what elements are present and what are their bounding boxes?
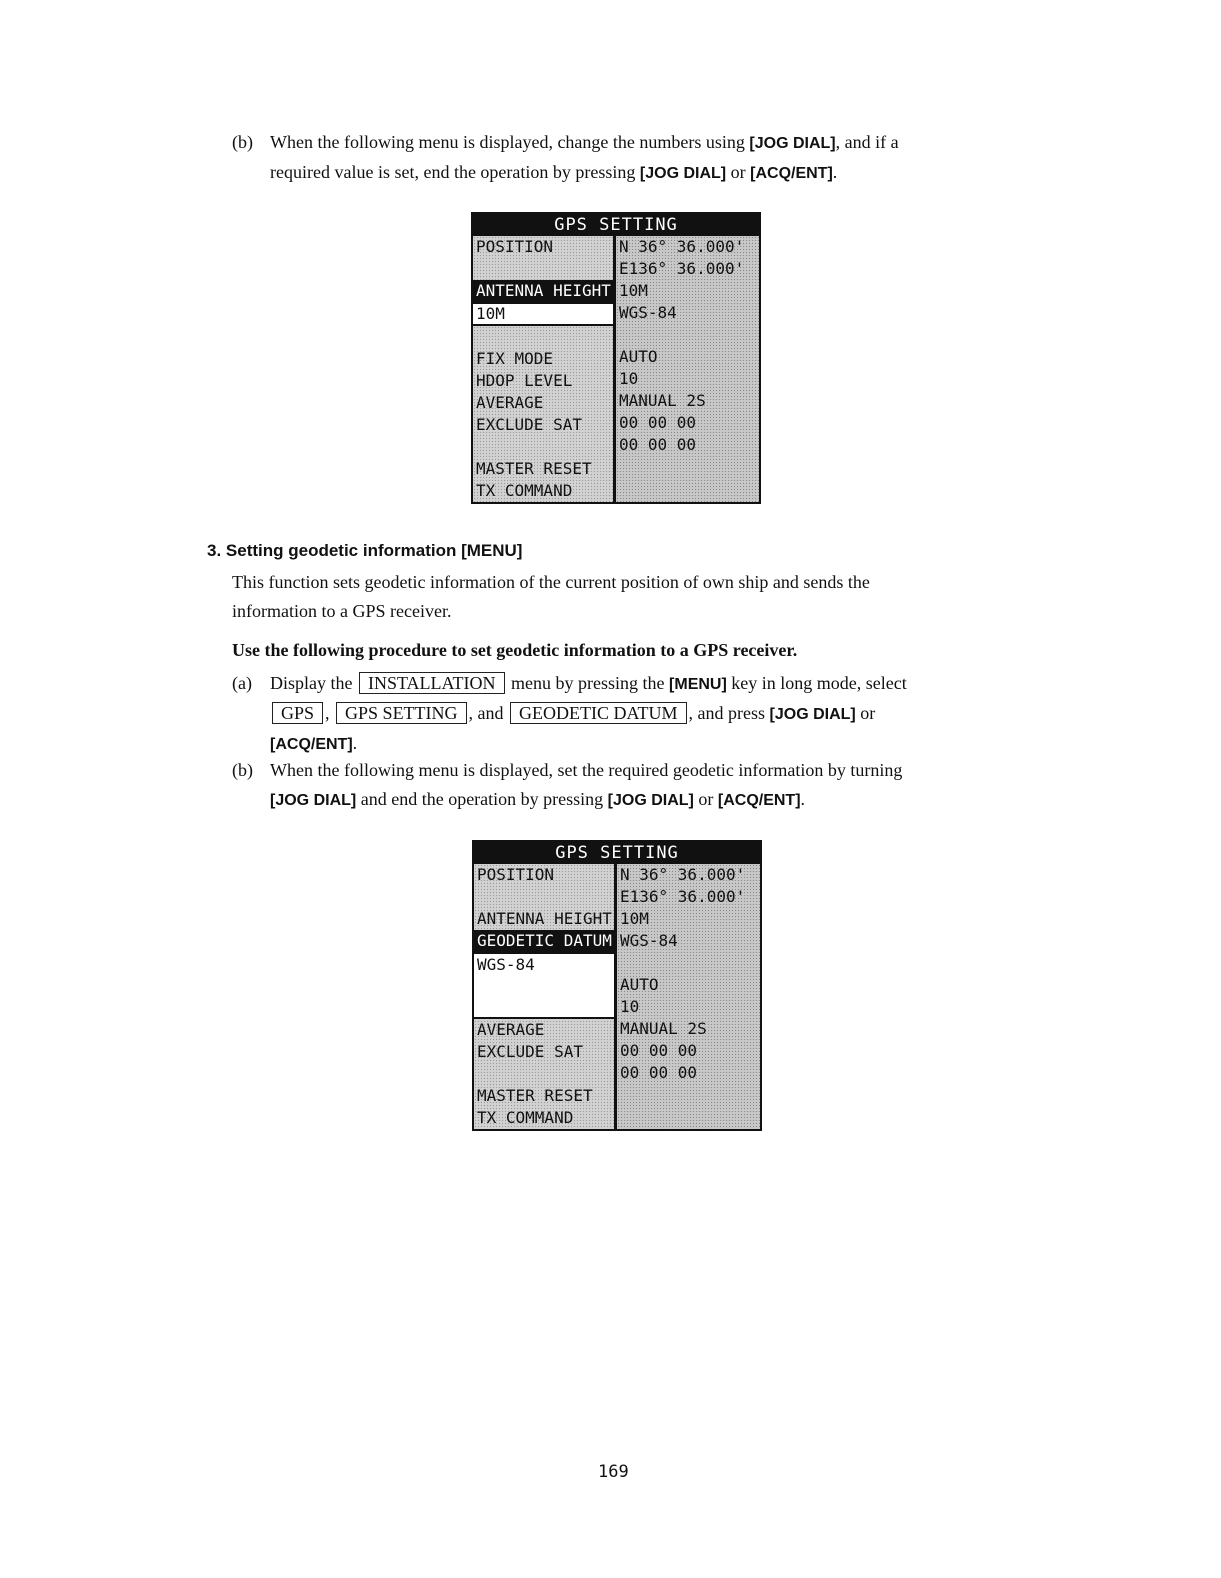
menu-item-hdop-level: HDOP LEVEL — [476, 371, 573, 390]
text: . — [832, 162, 838, 182]
text: or — [855, 703, 876, 723]
menu-item-fix-mode: FIX MODE — [476, 349, 554, 368]
text: . — [800, 789, 806, 809]
menu-item-average: AVERAGE — [476, 393, 544, 412]
menu-labels — [474, 864, 617, 1129]
menu-item-average: AVERAGE — [477, 1020, 545, 1039]
menu-box-installation: INSTALLATION — [359, 672, 505, 694]
value-latitude: N 36° 36.000' — [619, 237, 745, 256]
value-spacer — [616, 324, 759, 346]
value-longitude: E136° 36.000' — [620, 887, 746, 906]
menu-item-exclude-sat: EXCLUDE SAT — [476, 415, 582, 434]
value-exclude-sat-2: 00 00 00 — [620, 1063, 698, 1082]
menu-values — [617, 864, 760, 1129]
text: information to a GPS receiver. — [232, 601, 452, 621]
menu-values — [616, 236, 759, 502]
text: This function sets geodetic information of the current position of own ship and sends the — [232, 572, 870, 592]
key-acq-ent: [ACQ/ENT] — [270, 736, 353, 753]
value-exclude-sat-2: 00 00 00 — [619, 435, 697, 454]
text: and end the operation by pressing — [356, 789, 608, 809]
screen-title: GPS SETTING — [473, 214, 759, 236]
value-antenna-height: 10M — [619, 281, 648, 300]
step-b-second — [232, 756, 1032, 815]
key-jog-dial: [JOG DIAL] — [769, 706, 856, 723]
text: menu by pressing the — [506, 673, 670, 693]
menu-item-tx-command: TX COMMAND — [476, 481, 573, 500]
key-jog-dial: [JOG DIAL] — [607, 792, 694, 809]
section-description — [232, 568, 1032, 626]
value-exclude-sat-1: 00 00 00 — [620, 1041, 698, 1060]
menu-spacer — [473, 326, 613, 348]
value-longitude: E136° 36.000' — [619, 259, 745, 278]
value-spacer — [616, 478, 759, 500]
step-label: (a) — [232, 673, 252, 693]
text: key in long mode, select — [726, 673, 907, 693]
step-a — [232, 669, 1032, 759]
text: , and — [468, 703, 509, 723]
text: When the following menu is displayed, set the required geodetic information by turning — [270, 760, 903, 780]
menu-labels — [473, 236, 616, 502]
value-fix-mode: AUTO — [620, 975, 659, 994]
text: , and if a — [835, 132, 899, 152]
menu-item-exclude-sat: EXCLUDE SAT — [477, 1042, 583, 1061]
geodetic-datum-edit-field: WGS-84 — [474, 952, 614, 1019]
value-geodetic-datum: WGS-84 — [620, 931, 678, 950]
value-spacer — [617, 952, 760, 974]
value-spacer — [616, 456, 759, 478]
text: , and press — [688, 703, 770, 723]
menu-item-antenna-height: ANTENNA HEIGHT — [477, 909, 612, 928]
key-jog-dial: [JOG DIAL] — [639, 165, 727, 182]
text: required value is set, end the operation by pressing — [270, 162, 640, 182]
gps-setting-screen-antenna — [471, 212, 761, 504]
value-latitude: N 36° 36.000' — [620, 865, 746, 884]
text: Display the — [270, 673, 357, 693]
menu-box-geodetic-datum: GEODETIC DATUM — [510, 702, 686, 724]
menu-item-master-reset: MASTER RESET — [476, 459, 592, 478]
menu-item-position: POSITION — [476, 237, 554, 256]
text: . — [352, 733, 358, 753]
text: When the following menu is displayed, change the numbers using — [270, 132, 750, 152]
key-acq-ent: [ACQ/ENT] — [750, 165, 833, 182]
antenna-height-edit-field: 10M — [473, 302, 613, 326]
menu-item-geodetic-datum: GEODETIC DATUM — [474, 930, 614, 952]
menu-item-antenna-height: ANTENNA HEIGHT — [473, 280, 613, 302]
menu-spacer — [473, 258, 613, 280]
value-average: MANUAL 2S — [620, 1019, 707, 1038]
key-menu: [MENU] — [669, 676, 727, 693]
screen-title: GPS SETTING — [474, 842, 760, 864]
text: or — [726, 162, 751, 182]
key-jog-dial: [JOG DIAL] — [749, 135, 836, 152]
value-geodetic-datum: WGS-84 — [619, 303, 677, 322]
page-number: 169 — [598, 1462, 629, 1482]
text: or — [693, 789, 718, 809]
value-antenna-height: 10M — [620, 909, 649, 928]
value-exclude-sat-1: 00 00 00 — [619, 413, 697, 432]
key-jog-dial: [JOG DIAL] — [270, 792, 357, 809]
menu-box-gps-setting: GPS SETTING — [336, 702, 467, 724]
step-label: (b) — [232, 132, 253, 152]
menu-item-master-reset: MASTER RESET — [477, 1086, 593, 1105]
gps-setting-screen-geodetic — [472, 840, 762, 1131]
section-heading: 3. Setting geodetic information [MENU] — [207, 541, 523, 560]
text: , — [325, 703, 330, 723]
menu-spacer — [474, 886, 614, 908]
menu-item-position: POSITION — [477, 865, 555, 884]
menu-box-gps: GPS — [272, 702, 323, 724]
menu-spacer — [473, 436, 613, 458]
value-hdop-level: 10 — [619, 369, 639, 388]
value-hdop-level: 10 — [620, 997, 640, 1016]
value-spacer — [617, 1106, 760, 1128]
value-spacer — [617, 1084, 760, 1106]
value-fix-mode: AUTO — [619, 347, 658, 366]
menu-item-tx-command: TX COMMAND — [477, 1108, 574, 1127]
step-b-first — [232, 128, 1032, 188]
menu-spacer — [474, 1063, 614, 1085]
value-average: MANUAL 2S — [619, 391, 706, 410]
key-acq-ent: [ACQ/ENT] — [717, 792, 801, 809]
procedure-heading: Use the following procedure to set geodetic information to a GPS receiver. — [232, 640, 798, 660]
step-label: (b) — [232, 760, 253, 780]
